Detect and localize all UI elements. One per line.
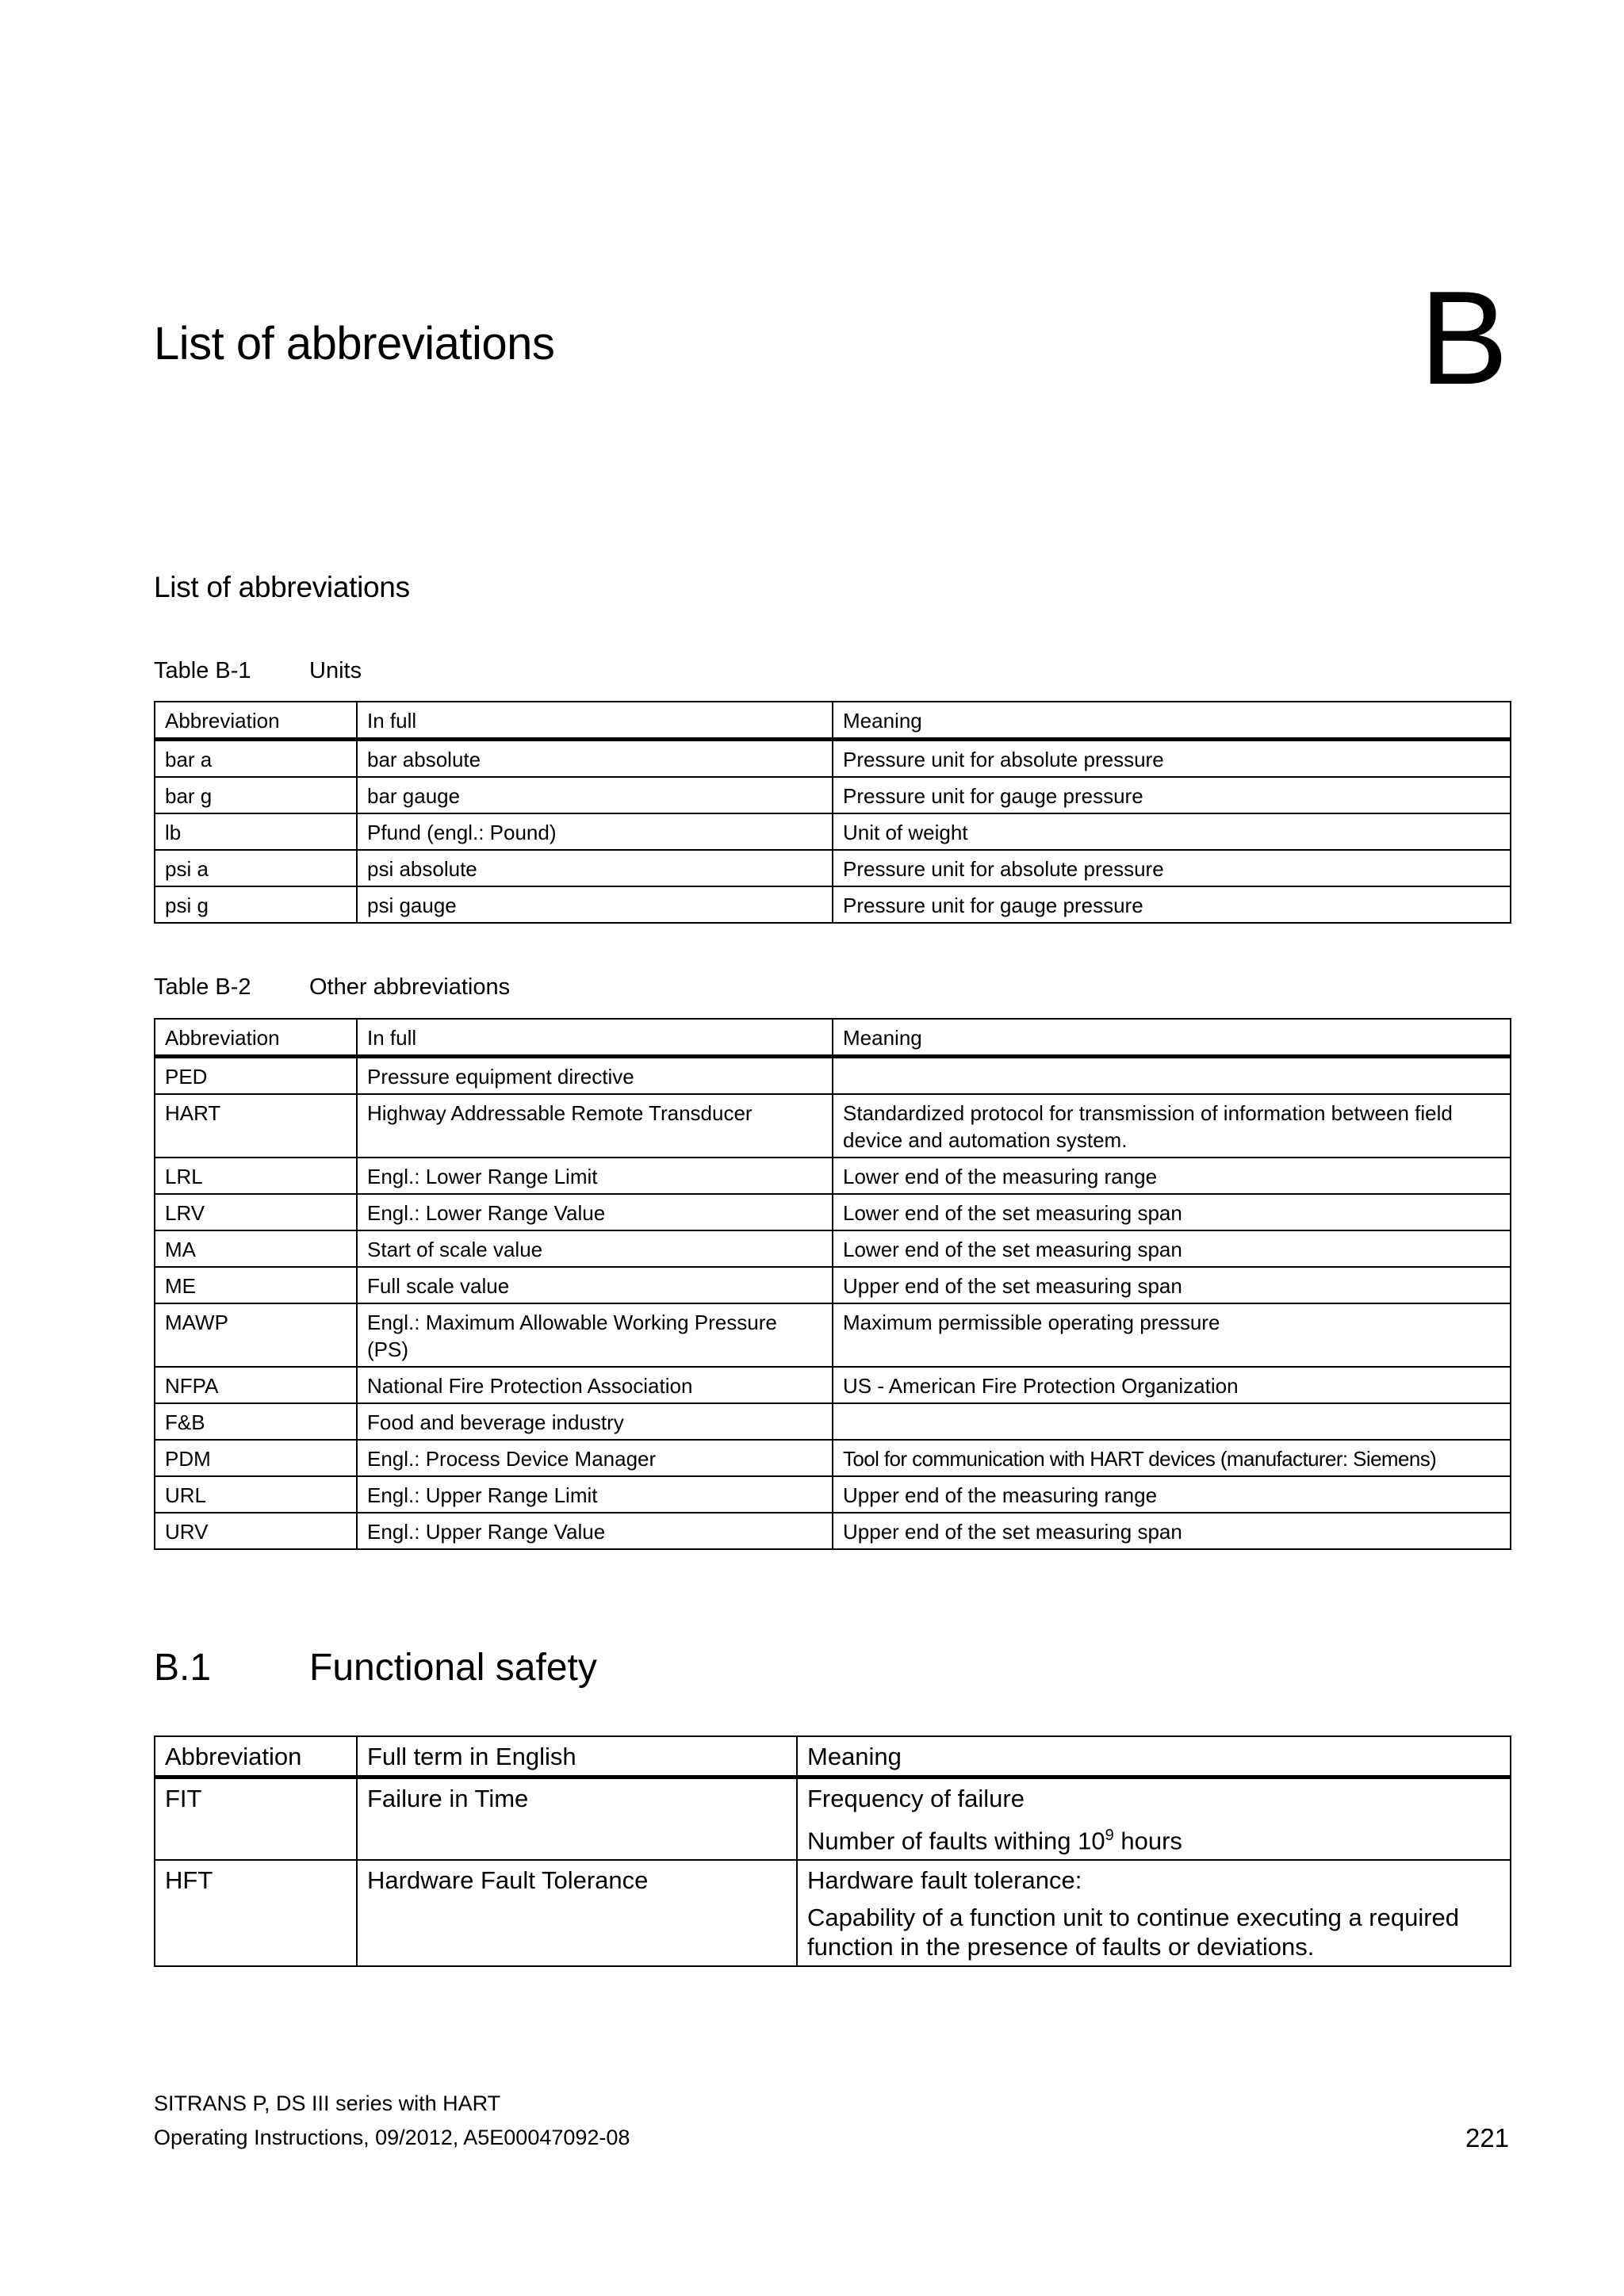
in-full-cell: Engl.: Process Device Manager: [357, 1440, 833, 1476]
in-full-cell: Engl.: Lower Range Value: [357, 1194, 833, 1230]
abbreviation-cell: PDM: [155, 1440, 357, 1476]
other-abbreviations-table: [154, 1018, 1511, 1550]
in-full-cell: Start of scale value: [357, 1230, 833, 1267]
in-full-cell: Pfund (engl.: Pound): [357, 813, 833, 850]
meaning-cell: Lower end of the set measuring span: [833, 1230, 1511, 1267]
page-number: 221: [1465, 2123, 1510, 2152]
abbreviation-cell: lb: [155, 813, 357, 850]
units-table: [154, 701, 1511, 924]
table-row: [155, 1194, 1511, 1230]
column-header-meaning: Meaning: [833, 1019, 1511, 1057]
table-b1-title: Units: [309, 658, 362, 683]
meaning-line: Capability of a function unit to continue executing a required function in the presence of faults or deviations.: [807, 1904, 1460, 1961]
column-header-in-full: In full: [357, 702, 833, 740]
meaning-cell: US - American Fire Protection Organization: [833, 1367, 1511, 1403]
meaning-cell: Lower end of the measuring range: [833, 1158, 1511, 1194]
column-header-abbreviation: Abbreviation: [155, 702, 357, 740]
exponent: 9: [1105, 1827, 1114, 1844]
column-header-full-term: Full term in English: [357, 1736, 797, 1777]
abbreviation-cell: NFPA: [155, 1367, 357, 1403]
abbreviation-cell: bar g: [155, 777, 357, 813]
table-b2-number: Table B-2: [154, 974, 251, 1000]
meaning-cell: Tool for communication with HART devices (manufacturer: Siemens): [833, 1440, 1511, 1476]
table-row: [155, 1158, 1511, 1194]
meaning-text: hours: [1113, 1827, 1182, 1855]
meaning-text: Number of faults withing 10: [807, 1827, 1105, 1855]
table-row: [155, 1303, 1511, 1367]
chapter-title: List of abbreviations: [154, 318, 555, 369]
table-b1-caption: [154, 660, 362, 683]
table-row: [155, 1440, 1511, 1476]
table-row: [155, 1367, 1511, 1403]
full-term-cell: Failure in Time: [357, 1777, 797, 1861]
abbreviation-cell: FIT: [155, 1777, 357, 1861]
functional-safety-table: [154, 1735, 1511, 1967]
table-row: [155, 1057, 1511, 1095]
abbreviation-cell: MA: [155, 1230, 357, 1267]
meaning-cell: Pressure unit for absolute pressure: [833, 740, 1511, 778]
abbreviation-cell: ME: [155, 1267, 357, 1303]
meaning-cell: Maximum permissible operating pressure: [833, 1303, 1511, 1367]
abbreviation-cell: F&B: [155, 1403, 357, 1440]
meaning-cell: Upper end of the measuring range: [833, 1476, 1511, 1513]
meaning-cell: Upper end of the set measuring span: [833, 1267, 1511, 1303]
meaning-cell: Pressure unit for gauge pressure: [833, 886, 1511, 923]
meaning-cell: [797, 1860, 1511, 1966]
in-full-cell: Food and beverage industry: [357, 1403, 833, 1440]
abbreviation-cell: HART: [155, 1094, 357, 1158]
abbreviation-cell: psi g: [155, 886, 357, 923]
column-header-in-full: In full: [357, 1019, 833, 1057]
meaning-cell: [797, 1777, 1511, 1861]
abbreviation-cell: HFT: [155, 1860, 357, 1966]
section-title: Functional safety: [309, 1647, 597, 1689]
meaning-line: Frequency of failure: [807, 1785, 1025, 1812]
table-row: [155, 1267, 1511, 1303]
meaning-cell: Unit of weight: [833, 813, 1511, 850]
in-full-cell: Highway Addressable Remote Transducer: [357, 1094, 833, 1158]
table-row: [155, 813, 1511, 850]
abbreviation-cell: PED: [155, 1057, 357, 1095]
abbreviation-cell: URL: [155, 1476, 357, 1513]
column-header-abbreviation: Abbreviation: [155, 1736, 357, 1777]
functional-safety-heading: [154, 1649, 597, 1687]
section-number: B.1: [154, 1647, 212, 1689]
in-full-cell: Engl.: Upper Range Value: [357, 1513, 833, 1549]
table-row: [155, 1513, 1511, 1549]
chapter-letter: B: [1419, 263, 1507, 412]
table-header-row: [155, 702, 1511, 740]
meaning-cell: [833, 1403, 1511, 1440]
table-row: [155, 740, 1511, 778]
table-row: [155, 850, 1511, 886]
in-full-cell: National Fire Protection Association: [357, 1367, 833, 1403]
table-header-row: [155, 1736, 1511, 1777]
column-header-meaning: Meaning: [833, 702, 1511, 740]
meaning-cell: [833, 1057, 1511, 1095]
meaning-cell: Standardized protocol for transmission of information between field device and automation system.: [833, 1094, 1511, 1158]
meaning-cell: Pressure unit for absolute pressure: [833, 850, 1511, 886]
in-full-cell: Engl.: Lower Range Limit: [357, 1158, 833, 1194]
table-row: [155, 777, 1511, 813]
table-b2-title: Other abbreviations: [309, 974, 511, 1000]
table-row: [155, 886, 1511, 923]
table-row: [155, 1777, 1511, 1861]
table-row: [155, 1403, 1511, 1440]
meaning-cell: Pressure unit for gauge pressure: [833, 777, 1511, 813]
table-row: [155, 1230, 1511, 1267]
section-heading: List of abbreviations: [154, 571, 410, 603]
in-full-cell: Pressure equipment directive: [357, 1057, 833, 1095]
meaning-line: Hardware fault tolerance:: [807, 1866, 1082, 1895]
table-header-row: [155, 1019, 1511, 1057]
in-full-cell: bar absolute: [357, 740, 833, 778]
table-b2-caption: [154, 976, 510, 999]
footer-document-info: Operating Instructions, 09/2012, A5E00047092-08: [154, 2126, 630, 2149]
table-row: [155, 1860, 1511, 1966]
meaning-line: [807, 1821, 1500, 1855]
in-full-cell: psi absolute: [357, 850, 833, 886]
abbreviation-cell: MAWP: [155, 1303, 357, 1367]
meaning-cell: Upper end of the set measuring span: [833, 1513, 1511, 1549]
meaning-cell: Lower end of the set measuring span: [833, 1194, 1511, 1230]
in-full-cell: Engl.: Upper Range Limit: [357, 1476, 833, 1513]
in-full-cell: psi gauge: [357, 886, 833, 923]
abbreviation-cell: LRL: [155, 1158, 357, 1194]
abbreviation-cell: psi a: [155, 850, 357, 886]
full-term-cell: Hardware Fault Tolerance: [357, 1860, 797, 1966]
abbreviation-cell: bar a: [155, 740, 357, 778]
abbreviation-cell: LRV: [155, 1194, 357, 1230]
in-full-cell: bar gauge: [357, 777, 833, 813]
footer-product: SITRANS P, DS III series with HART: [154, 2091, 501, 2115]
in-full-cell: Engl.: Maximum Allowable Working Pressure (PS): [357, 1303, 833, 1367]
column-header-meaning: Meaning: [797, 1736, 1511, 1777]
column-header-abbreviation: Abbreviation: [155, 1019, 357, 1057]
in-full-cell: Full scale value: [357, 1267, 833, 1303]
table-b1-number: Table B-1: [154, 658, 251, 683]
table-row: [155, 1094, 1511, 1158]
abbreviation-cell: URV: [155, 1513, 357, 1549]
table-row: [155, 1476, 1511, 1513]
